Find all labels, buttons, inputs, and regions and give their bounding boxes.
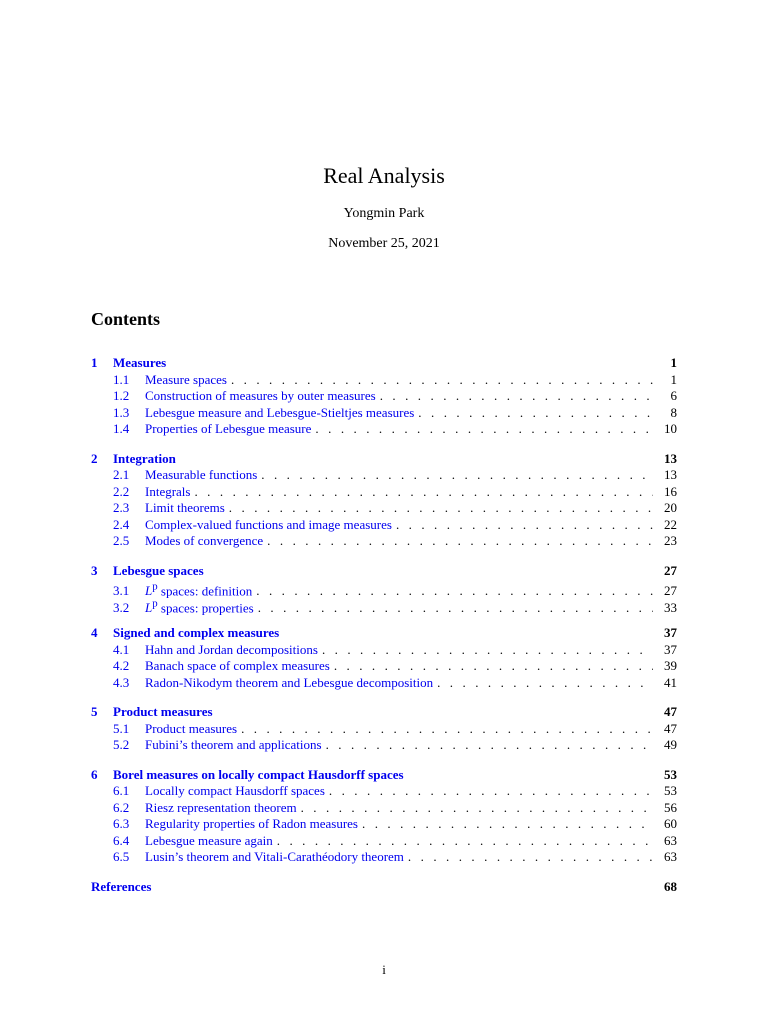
section-title-link[interactable]: Integrals [145,483,191,499]
toc-section-entry[interactable] [91,533,677,550]
chapter-title-link[interactable]: Borel measures on locally compact Hausdorff spaces [113,766,404,782]
chapter-title-link[interactable]: Measures [113,355,167,370]
section-title-link[interactable]: Lebesgue measure and Lebesgue-Stieltjes measures [145,404,415,420]
toc-chapter [91,563,677,613]
chapter-number[interactable]: 1 [91,355,98,370]
lp-letter: L [145,583,153,599]
toc-section-entry[interactable] [91,675,677,692]
section-title-link[interactable]: Measure spaces [145,371,227,387]
toc-section-entry[interactable] [91,517,677,534]
lp-exponent: p [152,597,158,610]
dot-leader [254,600,653,617]
toc-section-entry[interactable] [91,800,677,817]
chapter-page-number: 53 [664,766,677,782]
document-author: Yongmin Park [343,206,425,221]
toc-chapter [91,451,677,550]
lp-symbol [145,597,158,615]
toc-chapter-entry[interactable] [91,625,677,642]
section-number[interactable]: 5.2 [113,737,130,752]
table-of-contents [91,355,677,908]
toc-section-entry[interactable] [91,388,677,405]
chapter-title-link[interactable]: Lebesgue spaces [113,562,204,578]
section-number[interactable]: 1.3 [113,404,130,420]
section-title-link[interactable]: Hahn and Jordan decompositions [145,641,318,657]
dot-leader [318,642,653,659]
toc-section-entry[interactable] [91,579,677,599]
chapter-number[interactable]: 2 [91,450,98,466]
section-page-number: 20 [664,500,677,515]
section-title-link[interactable] [145,596,254,617]
toc-section-entry[interactable] [91,484,677,501]
chapter-page-number: 1 [670,355,677,370]
toc-section-entry[interactable] [91,658,677,675]
section-number[interactable]: 4.2 [113,658,130,673]
section-page-number: 13 [664,467,677,482]
section-number[interactable]: 6.3 [113,816,130,831]
section-page-number: 22 [664,516,677,532]
toc-section-entry[interactable] [91,372,677,389]
toc-chapter [91,704,677,754]
section-title-link[interactable]: Radon-Nikodym theorem and Lebesgue decomposition [145,674,434,690]
section-page-number: 10 [664,421,677,436]
section-page-number: 6 [670,388,677,403]
dot-leader [227,372,653,389]
section-page-number: 8 [670,404,677,420]
section-number[interactable]: 4.1 [113,641,130,657]
toc-section-entry[interactable] [91,816,677,833]
section-page-number: 1 [670,371,677,387]
chapter-title-link[interactable]: Signed and complex measures [113,625,280,640]
dot-leader [257,467,653,484]
dot-leader [392,517,653,534]
lp-exponent: p [152,581,158,593]
contents-heading: Contents [91,309,161,329]
chapter-number[interactable]: 3 [91,562,98,578]
section-title-link[interactable]: Fubini’s theorem and applications [145,737,322,752]
lp-letter: L [145,599,153,615]
toc-section-entry[interactable] [91,421,677,438]
section-page-number: 56 [664,799,677,815]
document-date: November 25, 2021 [328,236,440,251]
toc-section-entry[interactable] [91,737,677,754]
section-title-link[interactable]: Product measures [145,720,238,736]
section-title-link[interactable]: Lusin’s theorem and Vitali-Carathéodory theorem [145,849,404,864]
section-number[interactable]: 1.4 [113,421,130,436]
references-link[interactable]: References [91,878,152,894]
toc-chapter-entry[interactable] [91,704,677,721]
section-title: spaces: properties [157,599,254,615]
toc-section-entry[interactable] [91,783,677,800]
dot-leader [252,583,653,600]
section-page-number: 53 [664,783,677,798]
section-number[interactable]: 5.1 [113,720,130,736]
section-title-link[interactable]: Modes of convergence [145,533,264,548]
section-number[interactable]: 6.5 [113,849,130,864]
section-page-number: 37 [664,641,677,657]
section-page-number: 49 [664,737,677,752]
chapter-page-number: 13 [664,450,677,466]
toc-chapter [91,767,677,866]
section-title: spaces: definition [157,583,253,599]
section-page-number: 27 [664,583,677,599]
section-number[interactable]: 6.2 [113,799,130,815]
page-number: i [382,962,386,977]
chapter-title-link[interactable]: Product measures [113,704,213,719]
section-number[interactable]: 2.3 [113,500,130,515]
section-title-link[interactable]: Measurable functions [145,467,258,482]
dot-leader [225,500,653,517]
dot-leader [190,484,653,501]
dot-leader [414,405,653,422]
toc-section-entry[interactable] [91,642,677,659]
dot-leader [376,388,653,405]
section-page-number: 33 [664,599,677,615]
section-number[interactable]: 2.2 [113,483,130,499]
section-title-link[interactable]: Construction of measures by outer measures [145,388,376,403]
section-title-link[interactable]: Limit theorems [145,500,225,515]
section-number[interactable]: 1.2 [113,388,130,403]
section-number[interactable]: 3.1 [113,583,130,599]
section-title-link[interactable]: Locally compact Hausdorff spaces [145,783,325,798]
section-title-link[interactable]: Banach space of complex measures [145,658,330,673]
section-number[interactable]: 6.1 [113,783,130,798]
chapter-page-number: 37 [664,625,677,640]
dot-leader [322,737,653,754]
chapter-page-number: 47 [664,704,677,719]
dot-leader [273,833,653,850]
section-number[interactable]: 6.4 [113,832,130,848]
section-title-link[interactable]: Complex-valued functions and image measures [145,516,392,532]
dot-leader [404,849,653,866]
section-number[interactable]: 1.1 [113,371,130,387]
dot-leader [358,816,653,833]
toc-chapter-entry[interactable] [91,451,677,468]
toc-section-entry[interactable] [91,833,677,850]
section-title-link[interactable]: Regularity properties of Radon measures [145,816,358,831]
section-page-number: 47 [664,720,677,736]
chapter-title-link[interactable]: Integration [113,450,176,466]
section-page-number: 60 [664,816,677,831]
dot-leader [311,421,653,438]
section-title-link[interactable]: Riesz representation theorem [145,799,297,815]
dot-leader [330,658,653,675]
section-number[interactable]: 3.2 [113,599,130,615]
toc-section-entry[interactable] [91,721,677,738]
section-page-number: 23 [664,533,677,548]
dot-leader [263,533,653,550]
document-title: Real Analysis [323,163,445,188]
dot-leader [325,783,653,800]
section-title-link[interactable]: Lebesgue measure again [145,832,273,848]
chapter-number[interactable]: 6 [91,766,98,782]
chapter-number[interactable]: 4 [91,625,98,640]
toc-references-entry[interactable] [91,879,677,896]
dot-leader [433,675,653,692]
toc-chapter-entry[interactable] [91,355,677,372]
section-page-number: 41 [664,674,677,690]
toc-section-entry[interactable] [91,500,677,517]
chapter-number[interactable]: 5 [91,704,98,719]
references-page-number: 68 [664,878,677,894]
toc-chapter-entry[interactable] [91,563,677,580]
section-page-number: 16 [664,483,677,499]
section-page-number: 63 [664,849,677,864]
toc-chapter [91,625,677,691]
section-number[interactable]: 2.4 [113,516,130,532]
dot-leader [237,721,653,738]
section-number[interactable]: 2.5 [113,533,130,548]
section-number[interactable]: 4.3 [113,674,130,690]
dot-leader [297,800,653,817]
section-title-link[interactable]: Properties of Lebesgue measure [145,421,312,436]
toc-references [91,879,677,896]
toc-chapter-entry[interactable] [91,767,677,784]
toc-section-entry[interactable] [91,405,677,422]
section-page-number: 63 [664,832,677,848]
toc-section-entry[interactable] [91,849,677,866]
toc-chapter [91,355,677,438]
toc-section-entry[interactable] [91,467,677,484]
section-page-number: 39 [664,658,677,673]
section-number[interactable]: 2.1 [113,467,130,482]
chapter-page-number: 27 [664,562,677,578]
